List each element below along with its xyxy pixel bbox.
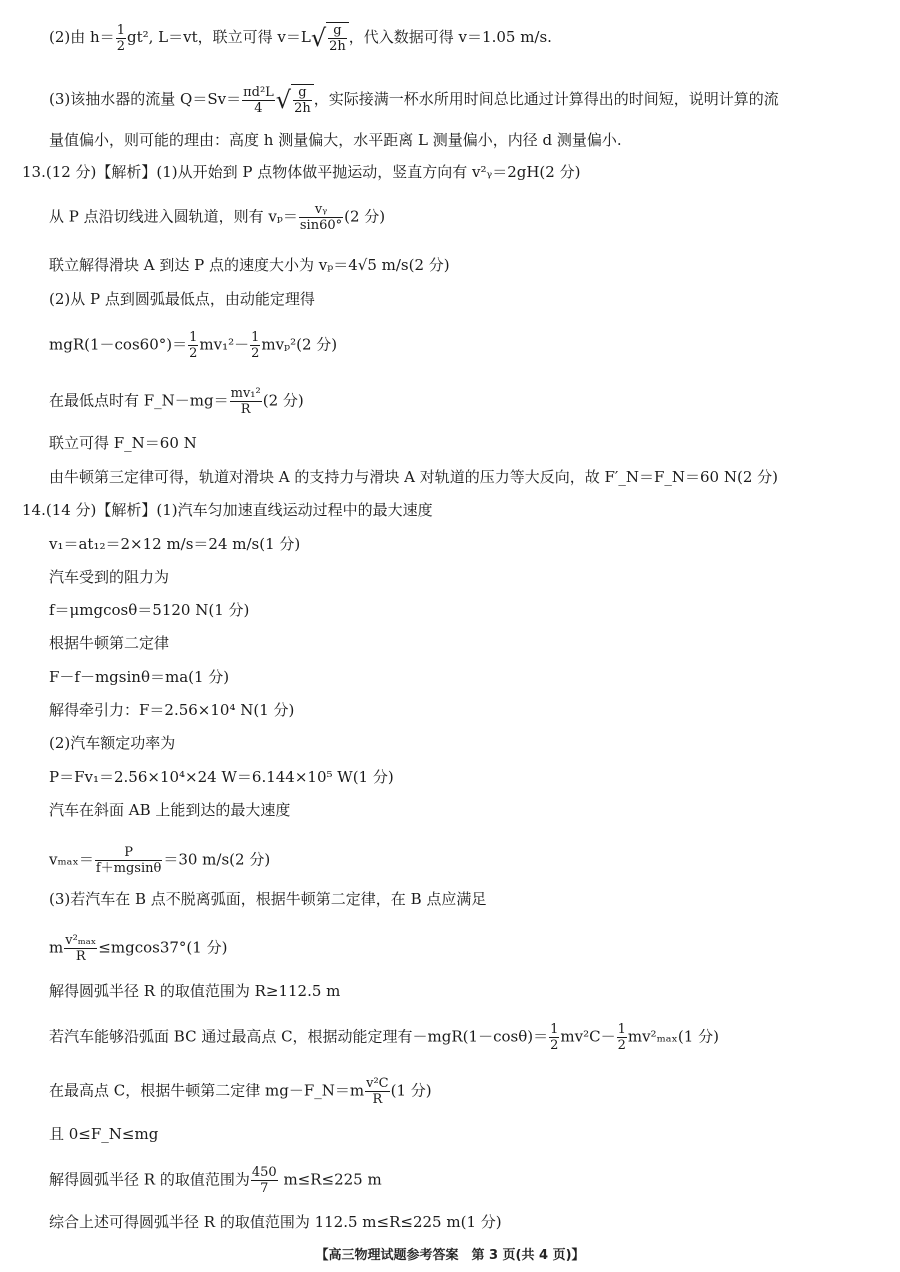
line-q13-tangent: 从 P 点沿切线进入圆轨道，则有 vₚ＝ $\frac{\text{vᵧ}}{\sin 60^\circ}$ (2 分) xyxy=(49,202,386,233)
line-q14-part3: (3)若汽车在 B 点不脱离弧面，根据牛顿第二定律，在 B 点应满足 xyxy=(49,890,487,908)
fraction: $\frac{\text{v²ₘₐₓ}}{R}$ xyxy=(65,933,97,964)
fraction: $\frac{1}{2}$ xyxy=(550,1022,559,1053)
fraction: $\frac{\text{πd²L}}{4}$ xyxy=(243,84,274,116)
line-q14-part2: (2)汽车额定功率为 xyxy=(49,734,176,752)
fraction: $\frac{\text{v²C}}{R}$ xyxy=(366,1076,389,1107)
line-q14-vmax: vₘₐₓ＝ $\frac{P}{f+mgsin\theta}$ ＝30 m/s(2 分) xyxy=(49,845,271,876)
line-q14-r-range: 解得圆弧半径 R 的取值范围为 $\frac{450}{7}$ m≤R≤225 m xyxy=(49,1165,382,1196)
fraction: $\frac{450}{7}$ xyxy=(251,1165,277,1196)
fraction: $\frac{P}{f+mgsin\theta}$ xyxy=(95,845,162,876)
fraction: $\frac{1}{2}$ xyxy=(251,330,260,361)
line-q13-part2: (2)从 P 点到圆弧最低点，由动能定理得 xyxy=(49,290,315,308)
line-q14-r-min: 解得圆弧半径 R 的取值范围为 R≥112.5 m xyxy=(49,982,341,1000)
sqrt: √ $\frac{g}{2h}$ xyxy=(311,22,349,54)
q14-heading: 14.(14 分)【解析】(1)汽车匀加速直线运动过程中的最大速度 xyxy=(22,501,433,519)
line-q14-resistance-label: 汽车受到的阻力为 xyxy=(49,568,170,586)
line-q14-power: P＝Fv₁＝2.56×10⁴×24 W＝6.144×10⁵ W(1 分) xyxy=(49,768,394,786)
line-q14-conclusion: 综合上述可得圆弧半径 R 的取值范围为 112.5 m≤R≤225 m(1 分) xyxy=(49,1213,502,1231)
fraction: $\frac{g}{2h}$ xyxy=(294,85,311,116)
line-q14-v1: v₁＝at₁₂＝2×12 m/s＝24 m/s(1 分) xyxy=(49,535,301,553)
line-part3-flow: (3)该抽水器的流量 Q＝Sv＝ $\frac{\text{πd²L}}{4}$ √ $\frac{g}{2h}$ ，实际接满一杯水所用时间总比通过计算得出的时间短，说明计算的流 xyxy=(49,84,779,116)
line-q14-newton-label: 根据牛顿第二定律 xyxy=(49,634,170,652)
line-q14-f: f＝μmgcosθ＝5120 N(1 分) xyxy=(49,601,250,619)
sqrt: √ $\frac{g}{2h}$ xyxy=(276,84,314,116)
fraction: $\frac{\text{vᵧ}}{\sin 60^\circ}$ xyxy=(299,202,343,233)
line-q14-traction: 解得牵引力：F＝2.56×10⁴ N(1 分) xyxy=(49,701,295,719)
line-q13-third-law: 由牛顿第三定律可得，轨道对滑块 A 的支持力与滑块 A 对轨道的压力等大反向，故 F′_N＝F_N＝60 N(2 分) xyxy=(49,468,778,486)
line-part3-reason: 量值偏小，则可能的理由：高度 h 测量偏大，水平距离 L 测量偏小，内径 d 测量偏小. xyxy=(49,131,622,149)
line-q13-vp: 联立解得滑块 A 到达 P 点的速度大小为 vₚ＝4√5 m/s(2 分) xyxy=(49,256,450,274)
line-q14-newton-eq: F－f－mgsinθ＝ma(1 分) xyxy=(49,668,230,686)
line-q13-lowest: 在最低点时有 F_N－mg＝ $\frac{\text{mv₁²}}{R}$ (2 分) xyxy=(49,386,304,417)
fraction: $\frac{\text{mv₁²}}{R}$ xyxy=(230,386,261,417)
line-q14-top-c: 在最高点 C，根据牛顿第二定律 mg－F_N＝m $\frac{\text{v²C}}{R}$ (1 分) xyxy=(49,1076,432,1107)
line-q14-condition-b: m $\frac{\text{v²ₘₐₓ}}{R}$ ≤mgcos37°(1 分) xyxy=(49,933,228,964)
line-q14-vmax-label: 汽车在斜面 AB 上能到达的最大速度 xyxy=(49,801,291,819)
fraction: $\frac{1}{2}$ xyxy=(116,22,125,54)
fraction: $\frac{g}{2h}$ xyxy=(329,23,346,54)
fraction: $\frac{1}{2}$ xyxy=(189,330,198,361)
line-q13-energy: mgR(1－cos60°)＝ $\frac{1}{2}$ mv₁²－ $\frac{1}{2}$ mvₚ²(2 分) xyxy=(49,330,338,361)
page-footer: 【高三物理试题参考答案 第 3 页(共 4 页)】 xyxy=(315,1248,585,1263)
line-q13-fn: 联立可得 F_N＝60 N xyxy=(49,434,197,452)
fraction: $\frac{1}{2}$ xyxy=(617,1022,626,1053)
line-part2-speed: (2)由 h＝ $\frac{1}{2}$ gt², L＝vt，联立可得 v＝L√ $\frac{g}{2h}$ ，代入数据可得 v＝1.05 m/s. xyxy=(49,22,552,54)
line-q14-energy-c: 若汽车能够沿弧面 BC 通过最高点 C，根据动能定理有－mgR(1－cosθ)＝ $\frac{1}{2}$ mv²C－ $\frac{1}{2}$ mv²ₘₐₓ(1 分) xyxy=(49,1022,719,1053)
q13-heading: 13.(12 分)【解析】(1)从开始到 P 点物体做平抛运动，竖直方向有 v²ᵧ＝2gH(2 分) xyxy=(22,163,581,181)
line-q14-fn-range: 且 0≤F_N≤mg xyxy=(49,1125,159,1143)
